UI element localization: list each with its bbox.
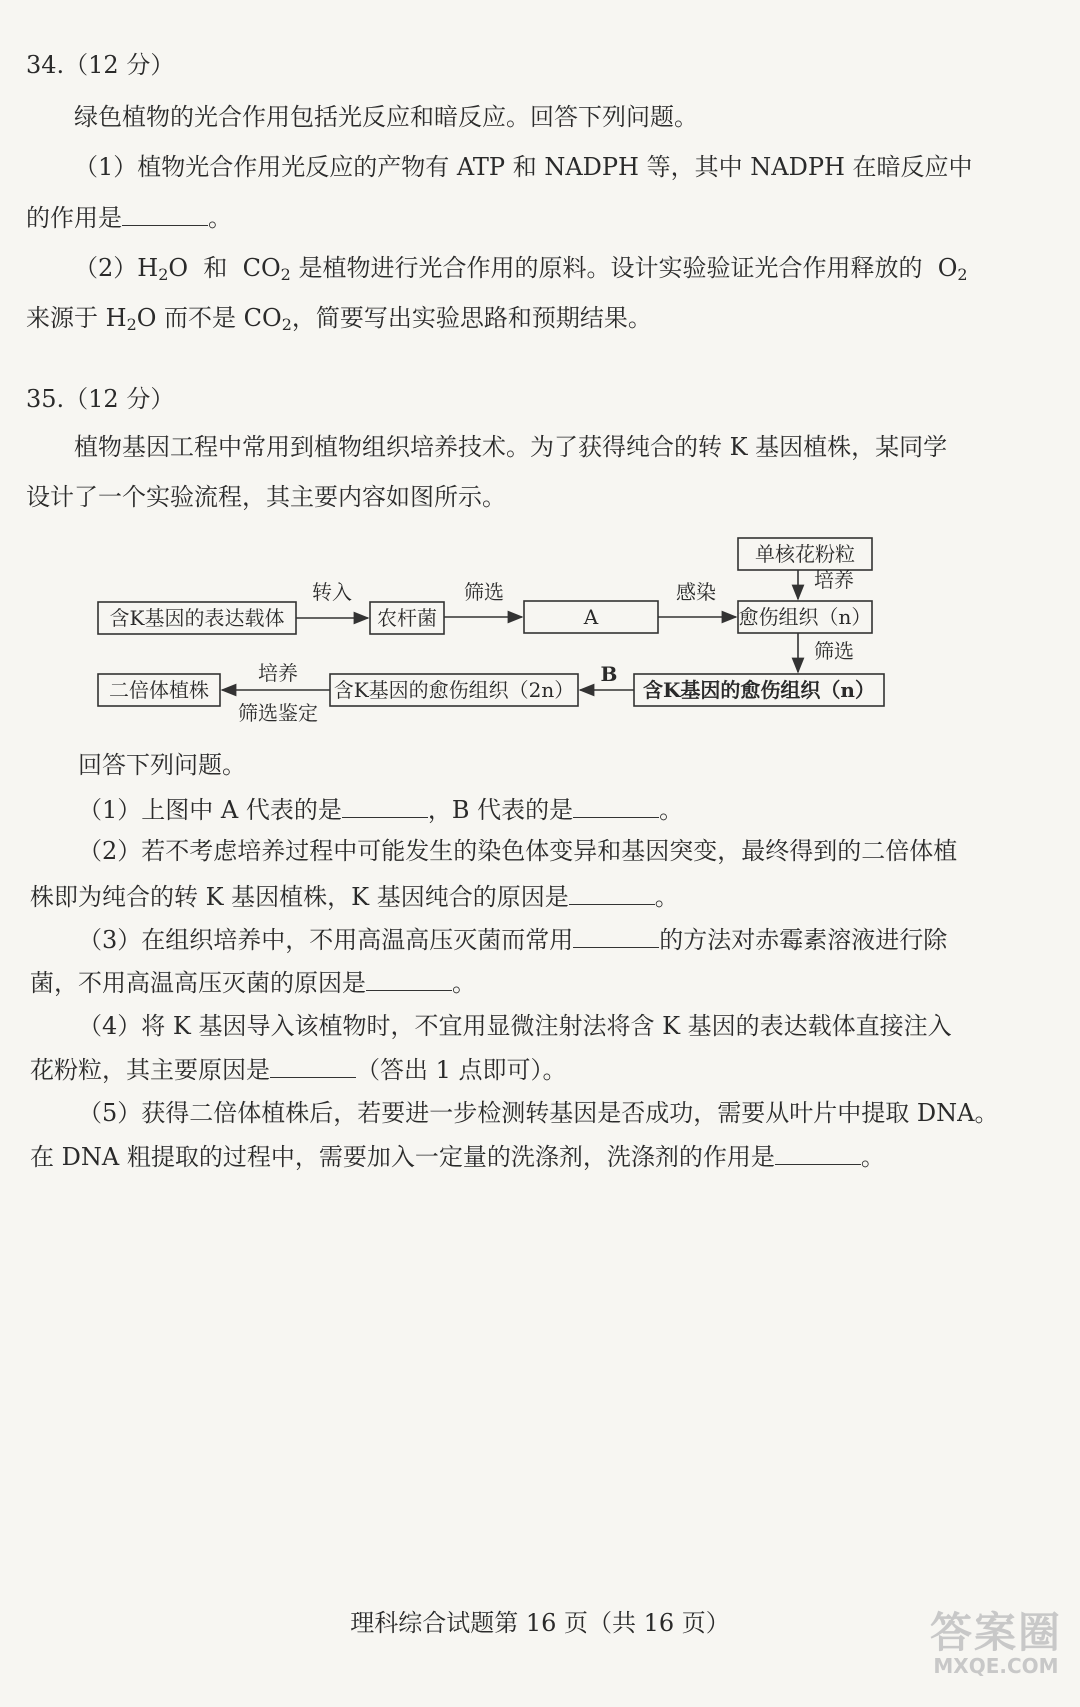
label-culture-2: 培养 — [258, 661, 298, 685]
watermark-logo — [930, 1600, 1062, 1678]
label-select-identify: 筛选鉴定 — [238, 701, 318, 725]
box-callus-n-label: 愈伤组织（n） — [738, 605, 872, 629]
q35-answer-intro: 回答下列问题。 — [78, 751, 246, 779]
box-a-label: A — [583, 605, 599, 629]
answer-blank — [569, 882, 655, 905]
box-agrobacterium-label: 农杆菌 — [377, 606, 437, 630]
answer-blank — [573, 925, 659, 948]
box-expression-vector-label: 含K基因的表达载体 — [109, 606, 285, 630]
label-transfer: 转入 — [312, 580, 352, 604]
label-select: 筛选 — [464, 580, 504, 604]
q35-sub2-line1: （2）若不考虑培养过程中可能发生的染色体变异和基因突变，最终得到的二倍体植 — [78, 837, 958, 865]
label-b: B — [600, 662, 618, 686]
q35-intro-line1: 植物基因工程中常用到植物组织培养技术。为了获得纯合的转 K 基因植株，某同学 — [74, 433, 948, 461]
q35-sub5-line2: 在 DNA 粗提取的过程中，需要加入一定量的洗涤剂，洗涤剂的作用是 。 — [30, 1143, 885, 1171]
q35-sub3-line2: 菌，不用高温高压灭菌的原因是 。 — [30, 969, 476, 997]
q34-header: 34.（12 分） — [26, 51, 175, 79]
q34-part1-line1: （1）植物光合作用光反应的产物有 ATP 和 NADPH 等，其中 NADPH 在暗反应中 — [74, 153, 973, 181]
answer-blank — [366, 968, 452, 991]
label-culture: 培养 — [814, 568, 854, 592]
q35-sub5-line1: （5）获得二倍体植株后，若要进一步检测转基因是否成功，需要从叶片中提取 DNA。 — [78, 1099, 999, 1127]
q35-sub4-line1: （4）将 K 基因导入该植物时，不宜用显微注射法将含 K 基因的表达载体直接注入 — [78, 1012, 952, 1040]
answer-blank — [122, 203, 208, 226]
label-select-down: 筛选 — [814, 639, 854, 663]
flow-diagram — [96, 542, 896, 745]
q34-part2-line2: 来源于 $H_2O$ 而不是 $CO_2$，简要写出实验思路和预期结果。 — [26, 304, 652, 334]
q35-header: 35.（12 分） — [26, 385, 175, 413]
q34-intro: 绿色植物的光合作用包括光反应和暗反应。回答下列问题。 — [74, 103, 698, 131]
q34-part1-line2: 的作用是 。 — [26, 204, 232, 232]
answer-blank — [573, 795, 659, 818]
q35-sub2-line2: 株即为纯合的转 K 基因植株，K 基因纯合的原因是 。 — [30, 883, 679, 911]
q34-part2-line1: $(2)H_2O$ 和 $CO_2$ 是植物进行光合作用的原料。设计实验验证光合作用释放的 $O_2$ — [74, 254, 968, 284]
q35-sub3-line1: （3）在组织培养中，不用高温高压灭菌而常用 的方法对赤霉素溶液进行除 — [78, 926, 948, 954]
watermark-logo-text: 答案圈 — [929, 1608, 1062, 1657]
watermark-url: MXQE.COM — [933, 1654, 1059, 1678]
q35-sub1: （1）上图中 A 代表的是 ，B 代表的是 。 — [78, 796, 684, 824]
answer-blank — [342, 795, 428, 818]
q35-intro-line2: 设计了一个实验流程，其主要内容如图所示。 — [26, 483, 506, 511]
answer-blank — [775, 1142, 861, 1165]
box-pollen-label: 单核花粉粒 — [755, 542, 855, 566]
box-k-callus-n-label: 含K基因的愈伤组织（n） — [643, 678, 875, 702]
label-infect: 感染 — [676, 580, 716, 604]
page-footer: 理科综合试题第 16 页（共 16 页） — [350, 1609, 730, 1637]
box-k-callus-2n-label: 含K基因的愈伤组织（2n） — [333, 678, 575, 702]
answer-blank — [270, 1055, 356, 1078]
box-diploid-plant-label: 二倍体植株 — [109, 678, 209, 702]
q35-sub4-line2: 花粉粒，其主要原因是 （答出 1 点即可）。 — [30, 1056, 567, 1084]
